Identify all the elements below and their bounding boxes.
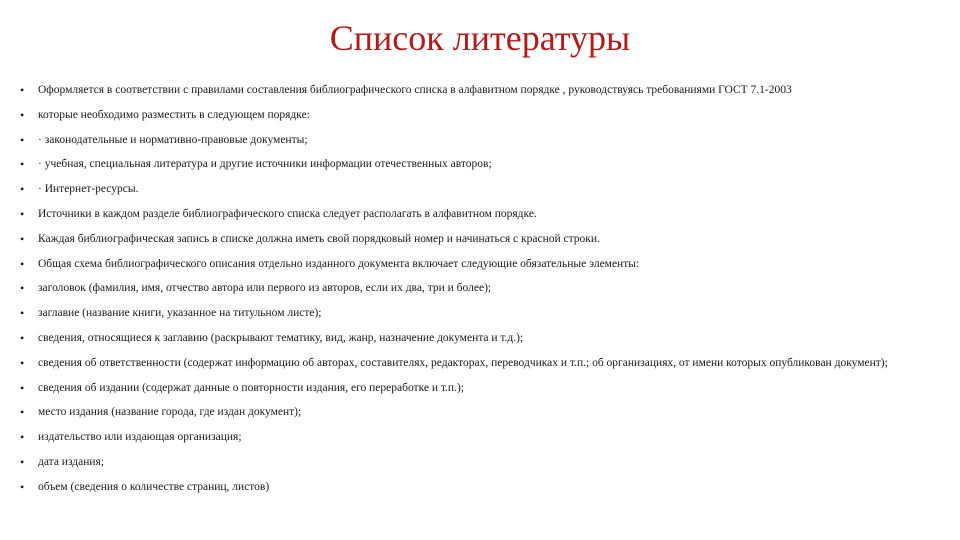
bullet-item: • место издания (название города, где издан документ); — [20, 406, 940, 420]
bullet-item: • которые необходимо разместить в следующем порядке: — [20, 109, 940, 123]
bullet-item: • дата издания; — [20, 456, 940, 470]
bullet-item: • · законодательные и нормативно-правовые документы; — [20, 134, 940, 148]
bullet-item: • объем (сведения о количестве страниц, листов) — [20, 481, 940, 495]
bullet-item: • издательство или издающая организация; — [20, 431, 940, 445]
bullet-list — [20, 84, 940, 506]
slide-title: Список литературы — [329, 18, 631, 58]
bullet-item: • заголовок (фамилия, имя, отчество автора или первого из авторов, если их два, три и более); — [20, 282, 940, 296]
bullet-item: • Источники в каждом разделе библиографического списка следует располагать в алфавитном порядке. — [20, 208, 940, 222]
bullet-item: • сведения об издании (содержат данные о повторности издания, его переработке и т.п.); — [20, 382, 940, 396]
bullet-item: • · Интернет-ресурсы. — [20, 183, 940, 197]
bullet-item: • Каждая библиографическая запись в списке должна иметь свой порядковый номер и начинаться с красной строки. — [20, 233, 940, 247]
bullet-item: • · учебная, специальная литература и другие источники информации отечественных авторов; — [20, 158, 940, 172]
bullet-item: • сведения, относящиеся к заглавию (раскрывают тематику, вид, жанр, назначение документа и т.д.); — [20, 332, 940, 346]
bullet-item: • заглавие (название книги, указанное на титульном листе); — [20, 307, 940, 321]
bullet-item: • Оформляется в соответствии с правилами составления библиографического списка в алфавитном порядке , руководствуясь требованиями ГОСТ 7.1-2003 — [20, 84, 940, 98]
bullet-item: • сведения об ответственности (содержат информацию об авторах, составителях, редакторах, переводчиках и т.п.; об организациях, от имени которых опубликован документ); — [20, 357, 940, 371]
bullet-item: • Общая схема библиографического описания отдельно изданного документа включает следующие обязательные элементы: — [20, 258, 940, 272]
